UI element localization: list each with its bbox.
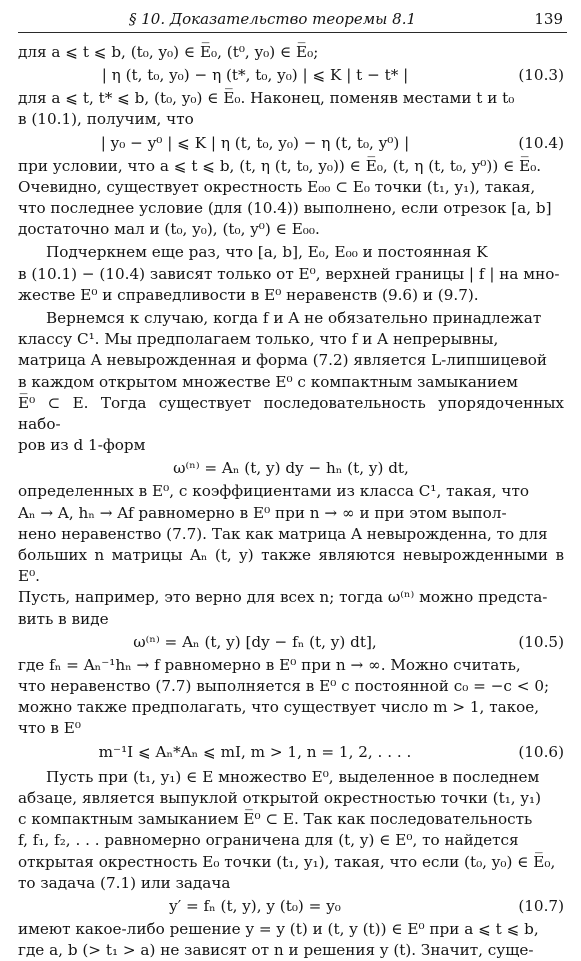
text-line: больших n матрицы Aₙ (t, y) также являются невырожденными в E⁰. [18, 546, 564, 586]
text-line: достаточно мал и (t₀, y₀), (t₀, y⁰) ∈ E₀₀. [18, 220, 320, 239]
text-line: жестве E⁰ и справедливости в E⁰ неравенств (9.6) и (9.7). [18, 285, 479, 304]
text-line: Вернемся к случаю, когда f и A не обязательно принадлежат [46, 309, 542, 328]
equation-formula: ω⁽ⁿ⁾ = Aₙ (t, y) dy − hₙ (t, y) dt, [173, 459, 409, 478]
page-number: 139 [534, 10, 563, 28]
text-line: Очевидно, существует окрестность E₀₀ ⊂ E₀ точки (t₁, y₁), такая, [18, 177, 536, 196]
text-line: с компактным замыканием E̅⁰ ⊂ E. Так как последовательность [18, 810, 533, 829]
section-title: § 10. Доказательство теоремы 8.1 [129, 10, 416, 28]
text-line: Пусть, например, это верно для всех n; тогда ω⁽ⁿ⁾ можно предста- [18, 588, 548, 607]
text-line: что в E⁰ [18, 719, 81, 738]
text-line: где a, b (> t₁ > a) не зависят от n и решения y (t). Значит, суще- [18, 941, 534, 960]
text-line: E̅⁰ ⊂ E. Тогда существует последовательность упорядоченных набо- [18, 393, 564, 434]
text-line: матрица A невырожденная и форма (7.2) является L-липшицевой [18, 351, 548, 370]
text-line: для a ⩽ t, t* ⩽ b, (t₀, y₀) ∈ E̅₀. Наконец, поменяв местами t и t₀ [18, 89, 515, 108]
text-line: определенных в E⁰, с коэффициентами из класса C¹, такая, что [18, 482, 529, 501]
text-line: в (10.1) − (10.4) зависят только от E⁰, верхней границы | f | на мно- [18, 264, 560, 283]
text-line: Aₙ → A, hₙ → Af равномерно в E⁰ при n → ∞ и при этом выпол- [18, 503, 507, 522]
equation-formula: | y₀ − y⁰ | ⩽ K | η (t, t₀, y₀) − η (t, t₀, y⁰) | [100, 133, 410, 152]
text-line: ров из d 1-форм [18, 436, 146, 455]
equation-formula: m⁻¹I ⩽ Aₙ*Aₙ ⩽ mI, m > 1, n = 1, 2, . . . . [98, 742, 412, 761]
text-line: Пусть при (t₁, y₁) ∈ E множество E⁰, выделенное в последнем [46, 767, 540, 786]
equation-10-5 [18, 630, 564, 655]
text-line: Подчеркнем еще раз, что [a, b], E₀, E₀₀ и постоянная K [46, 243, 488, 262]
text-line: где fₙ = Aₙ⁻¹hₙ → f равномерно в E⁰ при n → ∞. Можно считать, [18, 655, 521, 674]
equation-10-7 [18, 894, 564, 919]
text-line: f, f₁, f₂, . . . равномерно ограничена для (t, y) ∈ E⁰, то найдется [18, 831, 519, 850]
equation-10-4 [18, 131, 564, 156]
text-line: классу C¹. Мы предполагаем только, что f и A непрерывны, [18, 330, 499, 349]
text-line: вить в виде [18, 609, 109, 628]
text-line: можно также предполагать, что существует число m > 1, такое, [18, 698, 540, 717]
running-header [18, 8, 567, 33]
equation-number: (10.7) [518, 896, 564, 915]
text-line: что последнее условие (для (10.4)) выполнено, если отрезок [a, b] [18, 199, 552, 218]
text-line: то задача (7.1) или задача [18, 873, 231, 892]
equation-10-6 [18, 740, 564, 765]
equation-10-3 [18, 63, 564, 88]
text-line: в (10.1), получим, что [18, 110, 194, 129]
equation-number: (10.5) [518, 632, 564, 651]
equation-omega [18, 456, 564, 481]
text-line: в каждом открытом множестве E⁰ с компактным замыканием [18, 372, 518, 391]
text-line: для a ⩽ t ⩽ b, (t₀, y₀) ∈ E̅₀, (t⁰, y₀) ∈ E̅₀; [18, 43, 319, 61]
page-body [18, 42, 564, 961]
equation-formula: | η (t, t₀, y₀) − η (t*, t₀, y₀) | ⩽ K | t − t* | [101, 66, 409, 85]
text-line: при условии, что a ⩽ t ⩽ b, (t, η (t, t₀, y₀)) ∈ E̅₀, (t, η (t, t₀, y⁰)) ∈ E̅₀. [18, 156, 542, 175]
text-line: открытая окрестность E₀ точки (t₁, y₁), такая, что если (t₀, y₀) ∈ E̅₀, [18, 852, 556, 871]
text-line: нено неравенство (7.7). Так как матрица A невырожденна, то для [18, 524, 548, 543]
equation-number: (10.3) [518, 66, 564, 85]
equation-formula: y′ = fₙ (t, y), y (t₀) = y₀ [169, 896, 341, 915]
equation-formula: ω⁽ⁿ⁾ = Aₙ (t, y) [dy − fₙ (t, y) dt], [133, 632, 377, 651]
text-line: имеют какое-либо решение y = y (t) и (t, y (t)) ∈ E⁰ при a ⩽ t ⩽ b, [18, 919, 539, 938]
text-line: абзаце, является выпуклой открытой окрестностью точки (t₁, y₁) [18, 788, 542, 807]
text-line: что неравенство (7.7) выполняется в E⁰ с постоянной c₀ = −c < 0; [18, 677, 550, 696]
equation-number: (10.6) [518, 742, 564, 761]
equation-number: (10.4) [518, 133, 564, 152]
